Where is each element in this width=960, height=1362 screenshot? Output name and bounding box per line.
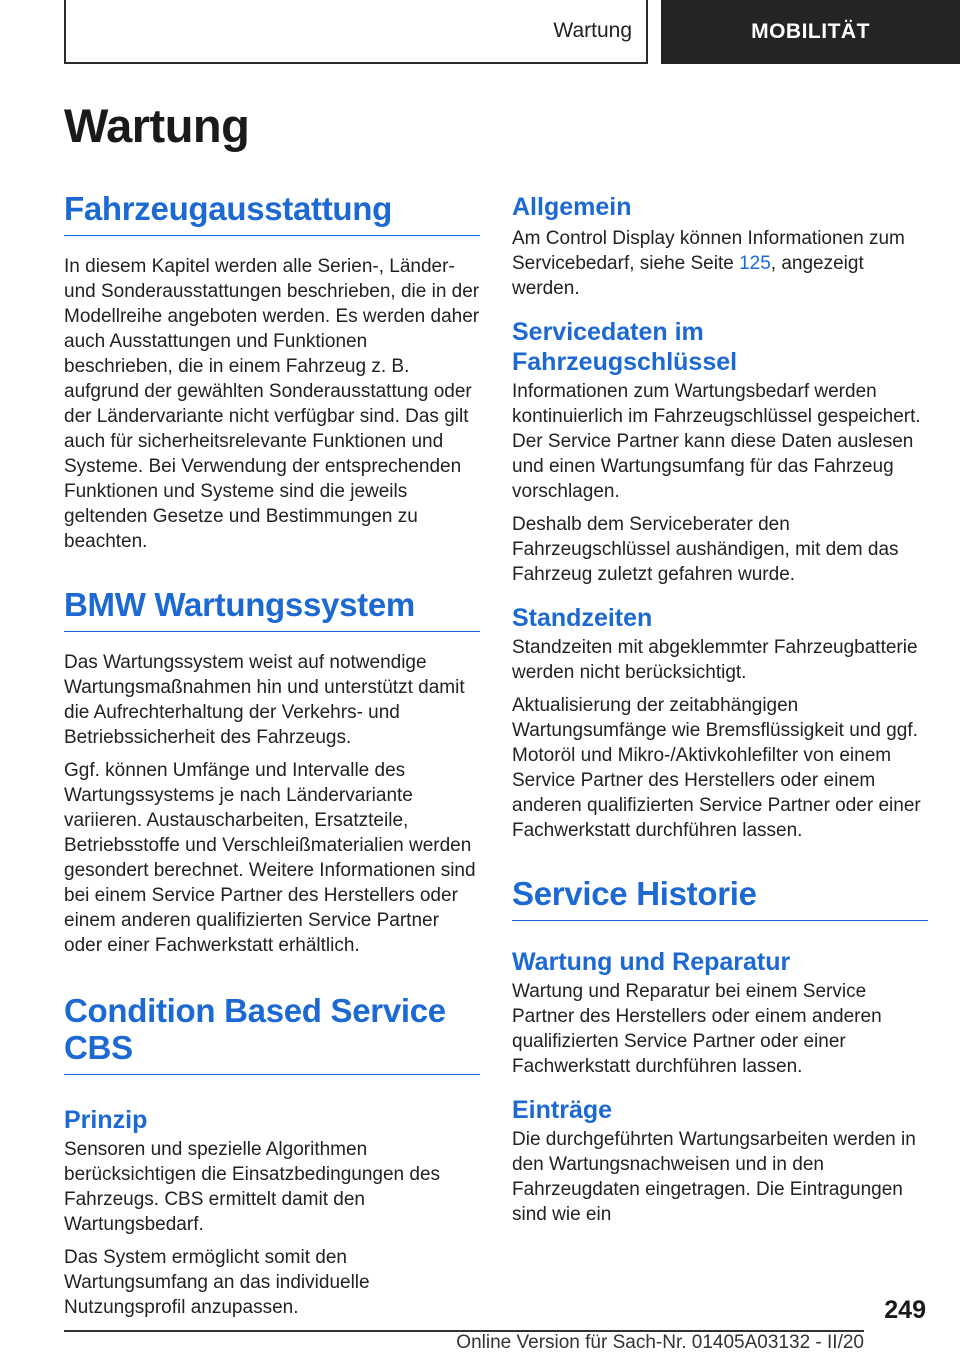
allgemein-text <box>512 226 928 301</box>
header-section-box <box>64 0 648 64</box>
heading-wartung-reparatur: Wartung und Reparatur <box>512 948 791 976</box>
heading-prinzip: Prinzip <box>64 1106 148 1134</box>
heading-fahrzeugausstattung: Fahrzeugausstattung <box>64 190 480 236</box>
bmw-wartungssystem-p1: Das Wartungssystem weist auf notwendige Wartungsmaßnahmen hin und unterstützt damit die Aufrechterhaltung der Verkehrs- und Betriebssicherheit des Fahrzeugs. <box>64 652 465 748</box>
fahrzeugausstattung-text: In diesem Kapitel werden alle Serien-, Länder- und Sonderausstattungen beschrieben, die in der Modellreihe angeboten werden. Es werden daher auch Ausstattungen und Funktionen beschrieben, die in einem Fahrzeug z. B. aufgrund der gewählten Sonderausstattung oder der Ländervariante nicht verfügbar sind. Das gilt auch für sicherheitsrelevante Funktionen und Systeme. Bei Verwendung der entsprechenden Funktionen und Systeme sind die jeweils geltenden Gesetze und Bestimmungen zu beachten. <box>64 256 480 552</box>
heading-servicedaten: Servicedaten im Fahrzeugschlüssel <box>512 318 738 376</box>
servicedaten-p2: Deshalb dem Serviceberater den Fahrzeugschlüssel aushändigen, mit dem das Fahrzeug zuletzt gefahren wurde. <box>512 514 899 585</box>
prinzip-p2: Das System ermöglicht somit den Wartungsumfang an das individuelle Nutzungsprofil anzupassen. <box>64 1247 370 1318</box>
allgemein-text-before: Am Control Display können Informationen zum Servicebedarf, siehe Seite <box>512 228 905 274</box>
heading-service-historie: Service Historie <box>512 875 928 921</box>
eintraege-text: Die durchgeführten Wartungsarbeiten werden in den Wartungsnachweisen und in den Fahrzeugdaten eingetragen. Die Eintragungen sind wie ein <box>512 1129 916 1225</box>
heading-eintraege: Einträge <box>512 1096 613 1124</box>
allgemein-text-after: , angezeigt werden. <box>512 253 864 299</box>
footer-version-text: Online Version für Sach-Nr. 01405A03132 - II/20 <box>456 1332 864 1353</box>
page-reference-link[interactable]: 125 <box>739 253 771 274</box>
bmw-wartungssystem-p2: Ggf. können Umfänge und Intervalle des Wartungssystems je nach Ländervariante variieren. Austauscharbeiten, Ersatzteile, Betriebsstoffe und Verschleißmaterialien werden gesondert berechnet. Weitere Informationen sind bei einem Service Partner des Herstellers oder einem anderen qualifizierten Service Partner oder einer Fachwerkstatt erhältlich. <box>64 760 476 956</box>
right-column <box>512 192 928 1227</box>
heading-condition-based-service: Condition Based Service CBS <box>64 992 480 1075</box>
page-title: Wartung <box>64 99 250 152</box>
header-section-label: Wartung <box>553 19 632 42</box>
left-column <box>64 190 480 1320</box>
standzeiten-p1: Standzeiten mit abgeklemmter Fahrzeugbatterie werden nicht berücksichtigt. <box>512 637 918 683</box>
header-chapter-tab <box>661 0 960 64</box>
prinzip-p1: Sensoren und spezielle Algorithmen berücksichtigen die Einsatzbedingungen des Fahrzeugs. CBS ermittelt damit den Wartungsbedarf. <box>64 1139 441 1235</box>
standzeiten-p2: Aktualisierung der zeitabhängigen Wartungsumfänge wie Bremsflüssigkeit und ggf. Motoröl und Mikro-/Aktivkohlefilter von einem Service Partner des Herstellers oder einem anderen qualifizierten Service Partner oder einer Fachwerkstatt durchführen lassen. <box>512 695 921 841</box>
heading-allgemein: Allgemein <box>512 193 632 221</box>
heading-standzeiten: Standzeiten <box>512 604 653 632</box>
page-number: 249 <box>884 1296 926 1324</box>
servicedaten-p1: Informationen zum Wartungsbedarf werden kontinuierlich im Fahrzeugschlüssel gespeichert. Der Service Partner kann diese Daten auslesen und einen Wartungsumfang für das Fahrzeug vorschlagen. <box>512 381 921 502</box>
wartung-reparatur-text: Wartung und Reparatur bei einem Service Partner des Herstellers oder einem anderen qualifizierten Service Partner oder einer Fachwerkstatt durchführen lassen. <box>512 981 882 1077</box>
header-chapter-label: MOBILITÄT <box>751 20 870 43</box>
heading-bmw-wartungssystem: BMW Wartungssystem <box>64 586 480 632</box>
